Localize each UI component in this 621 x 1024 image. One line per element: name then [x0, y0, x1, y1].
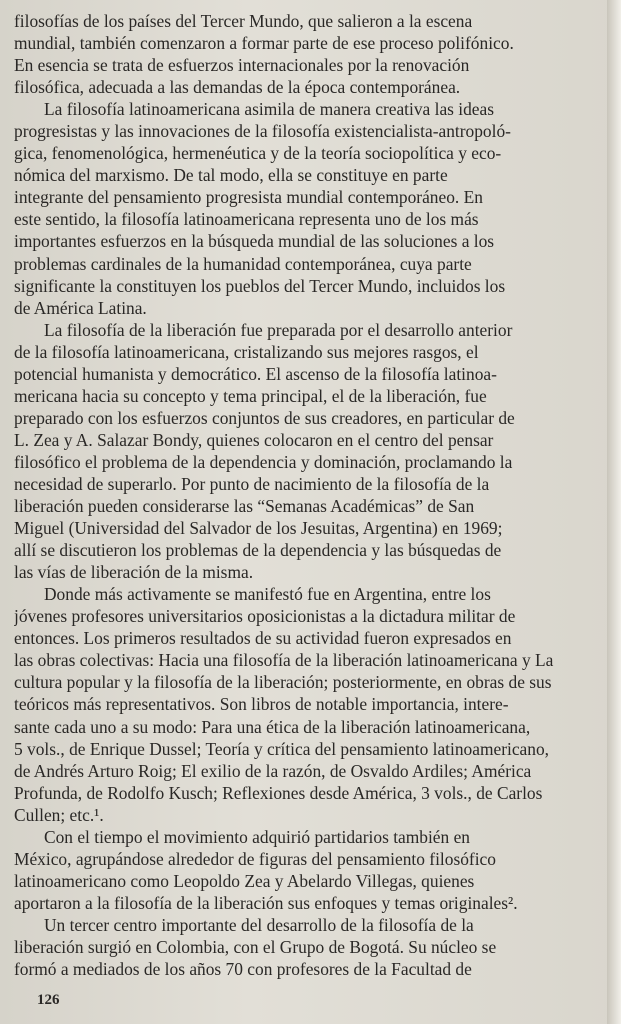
text-line: Cullen; etc.¹. [14, 804, 104, 825]
text-line: las obras colectivas: Hacia una filosofía de la liberación latinoamericana y La [14, 650, 554, 671]
text-line: de la filosofía latinoamericana, cristalizando sus mejores rasgos, el [14, 341, 479, 362]
text-line: potencial humanista y democrático. El ascenso de la filosofía latinoa- [14, 363, 497, 384]
text-line: gica, fenomenológica, hermenéutica y de la teoría sociopolítica y eco- [14, 143, 502, 164]
text-line: significante la constituyen los pueblos del Tercer Mundo, incluidos los [14, 275, 506, 296]
text-line: las vías de liberación de la misma. [14, 562, 254, 583]
text-line: sante cada uno a su modo: Para una ética de la liberación latinoamericana, [14, 716, 531, 737]
text-line: filosofías de los países del Tercer Mundo, que salieron a la escena [14, 11, 473, 31]
text-line: Donde más activamente se manifestó fue en Argentina, entre los [44, 584, 491, 605]
text-line: progresistas y las innovaciones de la filosofía existencialista-antropoló- [14, 121, 511, 142]
text-line: cultura popular y la filosofía de la liberación; posteriormente, en obras de sus [14, 672, 552, 693]
text-line: Con el tiempo el movimiento adquirió partidarios también en [44, 826, 470, 847]
text-line: La filosofía latinoamericana asimila de manera creativa las ideas [44, 99, 495, 120]
text-line: formó a mediados de los años 70 con profesores de la Facultad de [14, 959, 472, 980]
text-line: este sentido, la filosofía latinoamericana representa uno de los más [14, 209, 479, 230]
text-line: 5 vols., de Enrique Dussel; Teoría y crítica del pensamiento latinoamericano, [14, 738, 549, 759]
text-line: importantes esfuerzos en la búsqueda mundial de las soluciones a los [14, 231, 495, 252]
text-line: México, agrupándose alrededor de figuras del pensamiento filosófico [14, 848, 496, 869]
text-line: de Andrés Arturo Roig; El exilio de la razón, de Osvaldo Ardiles; América [14, 760, 532, 781]
text-line: jóvenes profesores universitarios oposicionistas a la dictadura militar de [14, 606, 516, 627]
text-line: de América Latina. [14, 297, 147, 318]
text-line: integrante del pensamiento progresista mundial contemporáneo. En [14, 187, 483, 208]
text-line: entonces. Los primeros resultados de su actividad fueron expresados en [14, 628, 512, 649]
page-number: 126 [37, 992, 60, 1008]
text-line: allí se discutieron los problemas de la dependencia y las búsquedas de [14, 540, 502, 561]
text-line: La filosofía de la liberación fue preparada por el desarrollo anterior [44, 319, 513, 340]
text-line: preparado con los esfuerzos conjuntos de sus creadores, en particular de [14, 407, 515, 428]
text-line: mericana hacia su concepto y tema principal, el de la liberación, fue [14, 385, 487, 406]
text-line: L. Zea y A. Salazar Bondy, quienes colocaron en el centro del pensar [14, 429, 494, 450]
text-line: problemas cardinales de la humanidad contemporánea, cuya parte [14, 253, 472, 274]
text-line: nómica del marxismo. De tal modo, ella se constituye en parte [14, 165, 448, 186]
text-line: En esencia se trata de esfuerzos internacionales por la renovación [14, 55, 470, 76]
text-line: Miguel (Universidad del Salvador de los Jesuitas, Argentina) en 1969; [14, 518, 503, 539]
text-line: mundial, también comenzaron a formar parte de ese proceso polifónico. [14, 33, 514, 54]
text-line: liberación pueden considerarse las “Semanas Académicas” de San [14, 496, 475, 517]
text-line: Un tercer centro importante del desarrollo de la filosofía de la [44, 914, 474, 935]
body-text [14, 10, 605, 980]
page-edge [607, 0, 621, 1024]
text-line: liberación surgió en Colombia, con el Grupo de Bogotá. Su núcleo se [14, 936, 497, 957]
text-line: teóricos más representativos. Son libros de notable importancia, intere- [14, 694, 509, 715]
text-line: latinoamericano como Leopoldo Zea y Abelardo Villegas, quienes [14, 870, 475, 891]
text-line: filosófica, adecuada a las demandas de la época contemporánea. [14, 77, 461, 98]
text-line: Profunda, de Rodolfo Kusch; Reflexiones desde América, 3 vols., de Carlos [14, 782, 543, 803]
text-line: aportaron a la filosofía de la liberación sus enfoques y temas originales². [14, 892, 518, 913]
text-line: filosófico el problema de la dependencia y dominación, proclamando la [14, 451, 513, 472]
text-line: necesidad de superarlo. Por punto de nacimiento de la filosofía de la [14, 473, 490, 494]
